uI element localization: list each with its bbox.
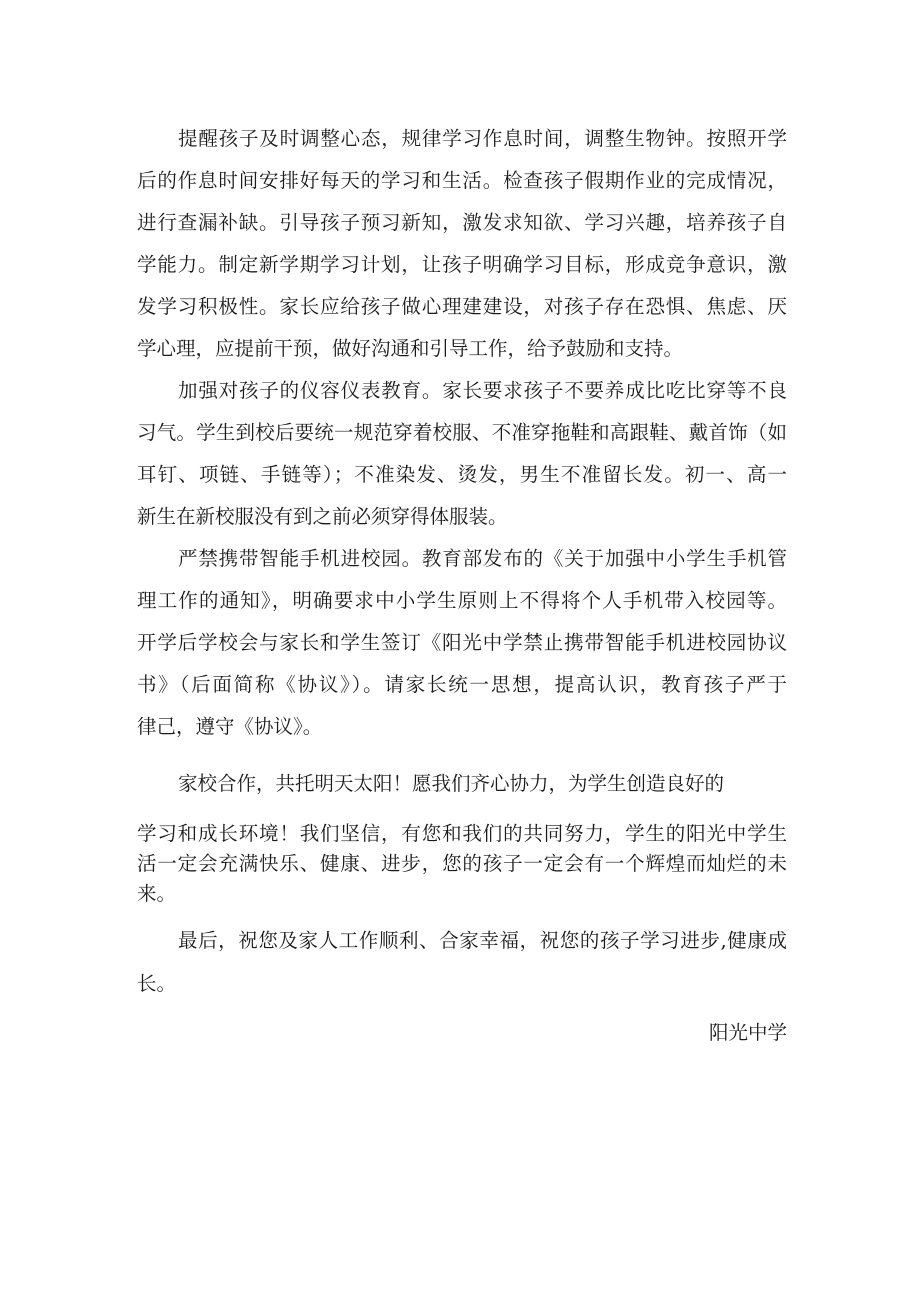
paragraph-4-line-1: 家校合作，共托明天太阳！愿我们齐心协力，为学生创造良好的 bbox=[178, 772, 725, 795]
paragraph-3-line-4: 书》（后面简称《协议》）。请家长统一思想，提高认识，教育孩子严于 bbox=[137, 673, 787, 696]
paragraph-2-line-3: 耳钉、项链、手链等）；不准染发、烫发，男生不准留长发。初一、高一 bbox=[137, 463, 787, 486]
paragraph-5-line-1: 最后，祝您及家人工作顺利、合家幸福，祝您的孩子学习进步,健康成 bbox=[178, 929, 787, 952]
paragraph-2-line-4: 新生在新校服没有到之前必须穿得体服装。 bbox=[137, 505, 508, 528]
paragraph-1-line-5: 发学习积极性。家长应给孩子做心理建建设，对孩子存在恐惧、焦虑、厌 bbox=[137, 295, 787, 318]
paragraph-3-line-5: 律己，遵守《协议》。 bbox=[137, 715, 323, 738]
paragraph-4-line-3: 活一定会充满快乐、健康、进步，您的孩子一定会有一个辉煌而灿烂的未 bbox=[137, 852, 787, 875]
paragraph-1-line-4: 学能力。制定新学期学习计划，让孩子明确学习目标，形成竞争意识，激 bbox=[137, 253, 787, 276]
paragraph-5-line-2: 长。 bbox=[137, 972, 177, 995]
paragraph-2-line-2: 习气。学生到校后要统一规范穿着校服、不准穿拖鞋和高跟鞋、戴首饰（如 bbox=[137, 421, 787, 444]
paragraph-3-line-2: 理工作的通知》，明确要求中小学生原则上不得将个人手机带入校园等。 bbox=[137, 589, 787, 612]
paragraph-1-line-3: 进行查漏补缺。引导孩子预习新知，激发求知欲、学习兴趣，培养孩子自 bbox=[137, 211, 787, 234]
paragraph-4-line-4: 来。 bbox=[137, 882, 177, 905]
paragraph-1-line-6: 学心理，应提前干预，做好沟通和引导工作，给予鼓励和支持。 bbox=[137, 337, 684, 360]
paragraph-3-line-1: 严禁携带智能手机进校园。教育部发布的《关于加强中小学生手机管 bbox=[178, 547, 787, 570]
paragraph-1-line-2: 后的作息时间安排好每天的学习和生活。检查孩子假期作业的完成情况， bbox=[137, 169, 787, 192]
signature-school-name: 阳光中学 bbox=[708, 1021, 787, 1044]
paragraph-2-line-1: 加强对孩子的仪容仪表教育。家长要求孩子不要养成比吃比穿等不良 bbox=[178, 379, 787, 402]
paragraph-4-line-2: 学习和成长环境！我们坚信，有您和我们的共同努力，学生的阳光中学生 bbox=[137, 822, 787, 845]
paragraph-1-line-1: 提醒孩子及时调整心态，规律学习作息时间，调整生物钟。按照开学 bbox=[178, 127, 787, 150]
paragraph-3-line-3: 开学后学校会与家长和学生签订《阳光中学禁止携带智能手机进校园协议 bbox=[137, 631, 787, 654]
